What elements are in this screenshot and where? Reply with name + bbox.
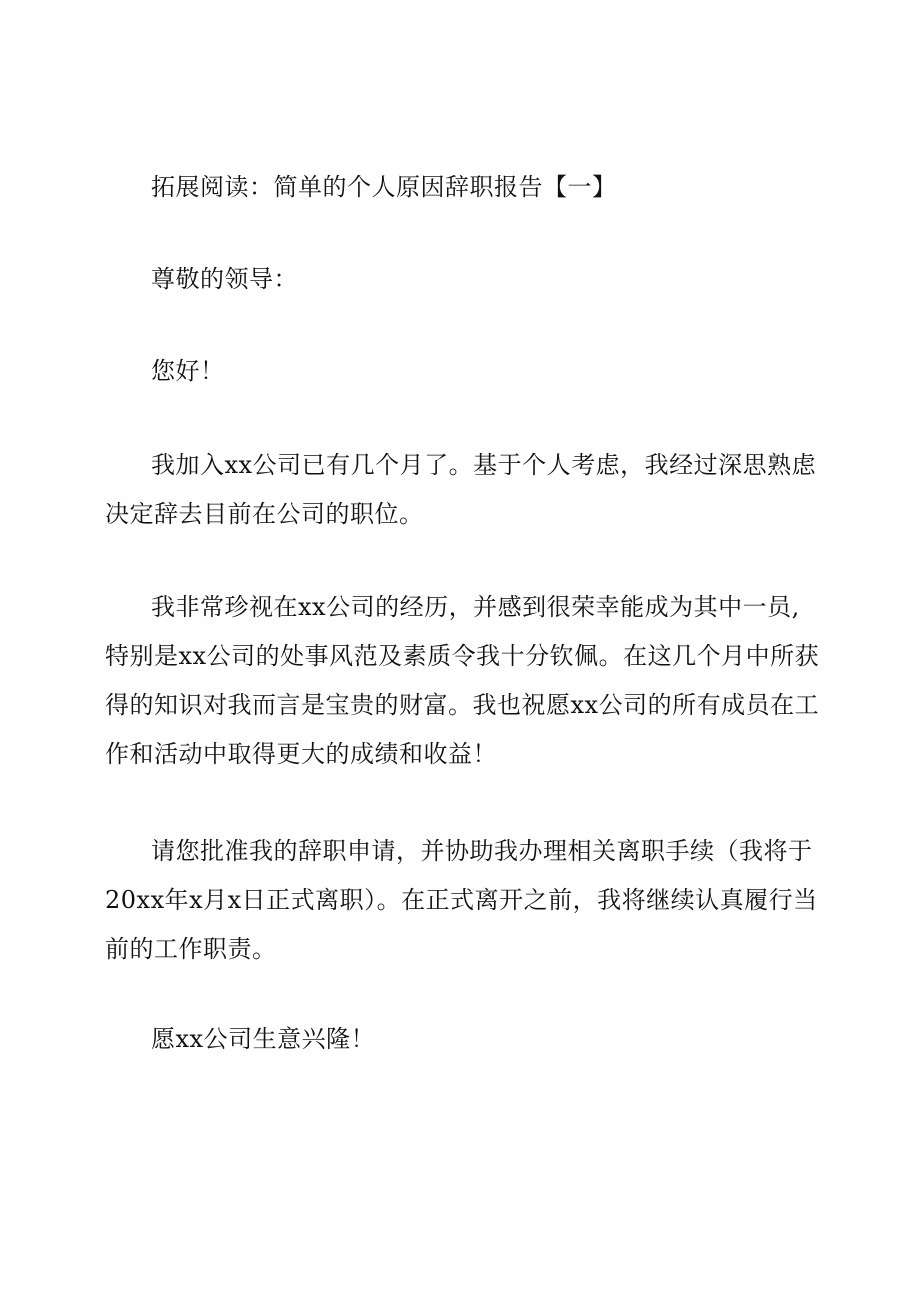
greeting: 您好！ bbox=[151, 357, 225, 385]
body-paragraph: 我加入xx公司已有几个月了。基于个人考虑，我经过深思熟虑决定辞去目前在公司的职位。 bbox=[105, 451, 817, 528]
document-heading: 拓展阅读：简单的个人原因辞职报告【一】 bbox=[151, 173, 617, 201]
body-paragraph: 我非常珍视在xx公司的经历，并感到很荣幸能成为其中一员,特别是xx公司的处事风范及素质令我十分钦佩。在这几个月中所获得的知识对我而言是宝贵的财富。我也祝愿xx公司的所有成员在工作和活动中取得更大的成绩和收益！ bbox=[105, 593, 820, 768]
body-paragraph: 请您批准我的辞职申请，并协助我办理相关离职手续（我将于20xx年x月x日正式离职）。在正式离开之前，我将继续认真履行当前的工作职责。 bbox=[105, 837, 818, 963]
closing-line: 愿xx公司生意兴隆！ bbox=[151, 1025, 376, 1053]
salutation: 尊敬的领导： bbox=[151, 265, 298, 293]
